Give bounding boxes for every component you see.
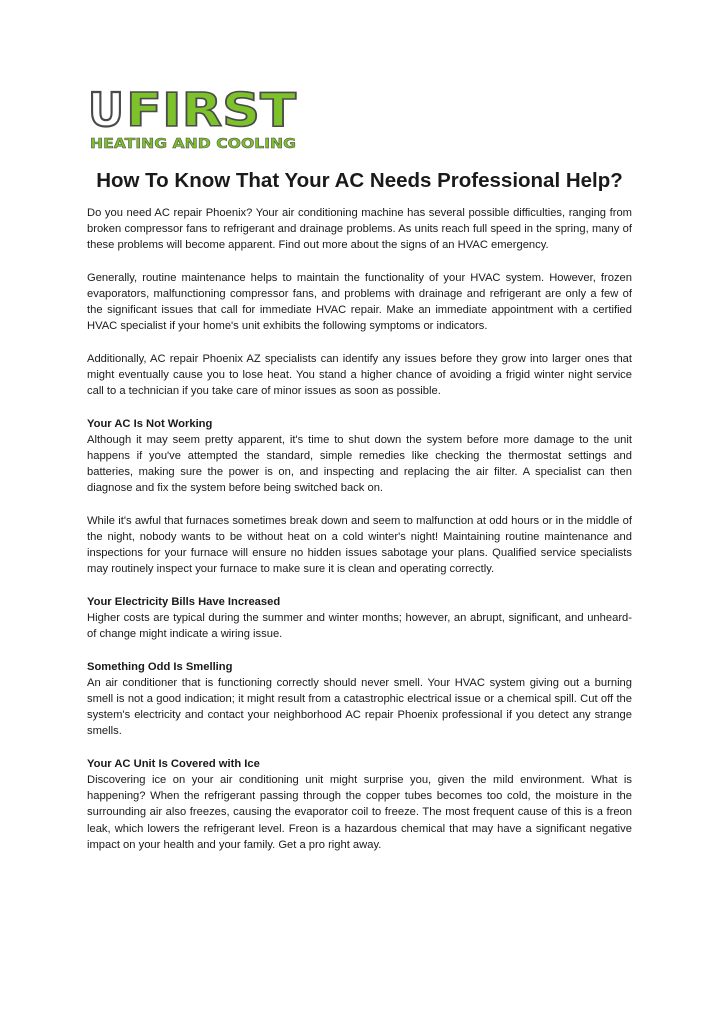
section-body: Discovering ice on your air conditioning unit might surprise you, given the mild environment. What is happening? When the refrigerant passing through the copper tubes becomes too cold, the moisture in the surrounding air also freezes, causing the evaporator coil to freeze. The most frequent cause of this is a freon leak, which lowers the refrigerant level. Freon is a hazardous chemical that may have a significant negative impact on your health and your family. Get a pro right away. — [87, 774, 632, 851]
page-title: How To Know That Your AC Needs Professional Help? — [96, 169, 623, 192]
intro-paragraph: Additionally, AC repair Phoenix AZ specialists can identify any issues before they grow into larger ones that might eventually cause you to lose heat. You stand a higher chance of avoiding a frigid winter night service call to a technician if you take care of minor issues as soon as possible. — [87, 352, 632, 398]
section-electricity-bills — [87, 594, 632, 643]
section-odd-smell — [87, 659, 632, 740]
section-body: While it's awful that furnaces sometimes break down and seem to malfunction at odd hours or in the middle of the night, nobody wants to be without heat on a cold winter's night! Maintaining routine maintenance and inspections for your furnace will ensure no hidden issues sabotage your plans. Qualified service specialists may routinely inspect your furnace to make sure it is clean and operating correctly. — [87, 514, 632, 576]
intro-paragraph: Generally, routine maintenance helps to maintain the functionality of your HVAC system. However, frozen evaporators, malfunctioning compressor fans, and problems with drainage and refrigerant are only a few of the significant issues that call for immediate HVAC repair. Make an immediate appointment with a certified HVAC specialist if your home's unit exhibits the following symptoms or indicators. — [87, 271, 632, 333]
section-body: Although it may seem pretty apparent, it's time to shut down the system before more damage to the unit happens if you've attempted the standard, simple remedies like checking the thermostat settings and batteries, making sure the power is on, and inspecting and replacing the air filter. A specialist can then diagnose and fix the system before being switched back on. — [87, 433, 632, 495]
section-body: An air conditioner that is functioning correctly should never smell. Your HVAC system giving out a burning smell is not a good indication; it might result from a catastrophic electrical issue or a chemical spill. Cut off the system's electricity and contact your neighborhood AC repair Phoenix professional if you detect any strange smells. — [87, 676, 632, 738]
section-ice — [87, 756, 632, 853]
section-ac-not-working — [87, 416, 632, 497]
section-heading: Something Odd Is Smelling — [87, 660, 233, 673]
section-heading: Your Electricity Bills Have Increased — [87, 595, 281, 608]
section-heading: Your AC Is Not Working — [87, 417, 213, 430]
logo-tagline: HEATING AND COOLING — [90, 136, 296, 152]
article-body — [87, 205, 632, 869]
company-logo — [88, 86, 300, 152]
section-furnace — [87, 513, 632, 578]
section-heading: Your AC Unit Is Covered with Ice — [87, 757, 260, 770]
section-body: Higher costs are typical during the summer and winter months; however, an abrupt, significant, and unheard-of change might indicate a wiring issue. — [87, 612, 632, 641]
logo-brand-text: FIRST — [126, 86, 297, 137]
logo-letter-u: U — [88, 86, 124, 137]
intro-paragraph: Do you need AC repair Phoenix? Your air conditioning machine has several possible difficulties, ranging from broken compressor fans to refrigerant and drainage problems. As units reach full speed in the spring, many of these problems will become apparent. Find out more about the signs of an HVAC emergency. — [87, 207, 632, 252]
